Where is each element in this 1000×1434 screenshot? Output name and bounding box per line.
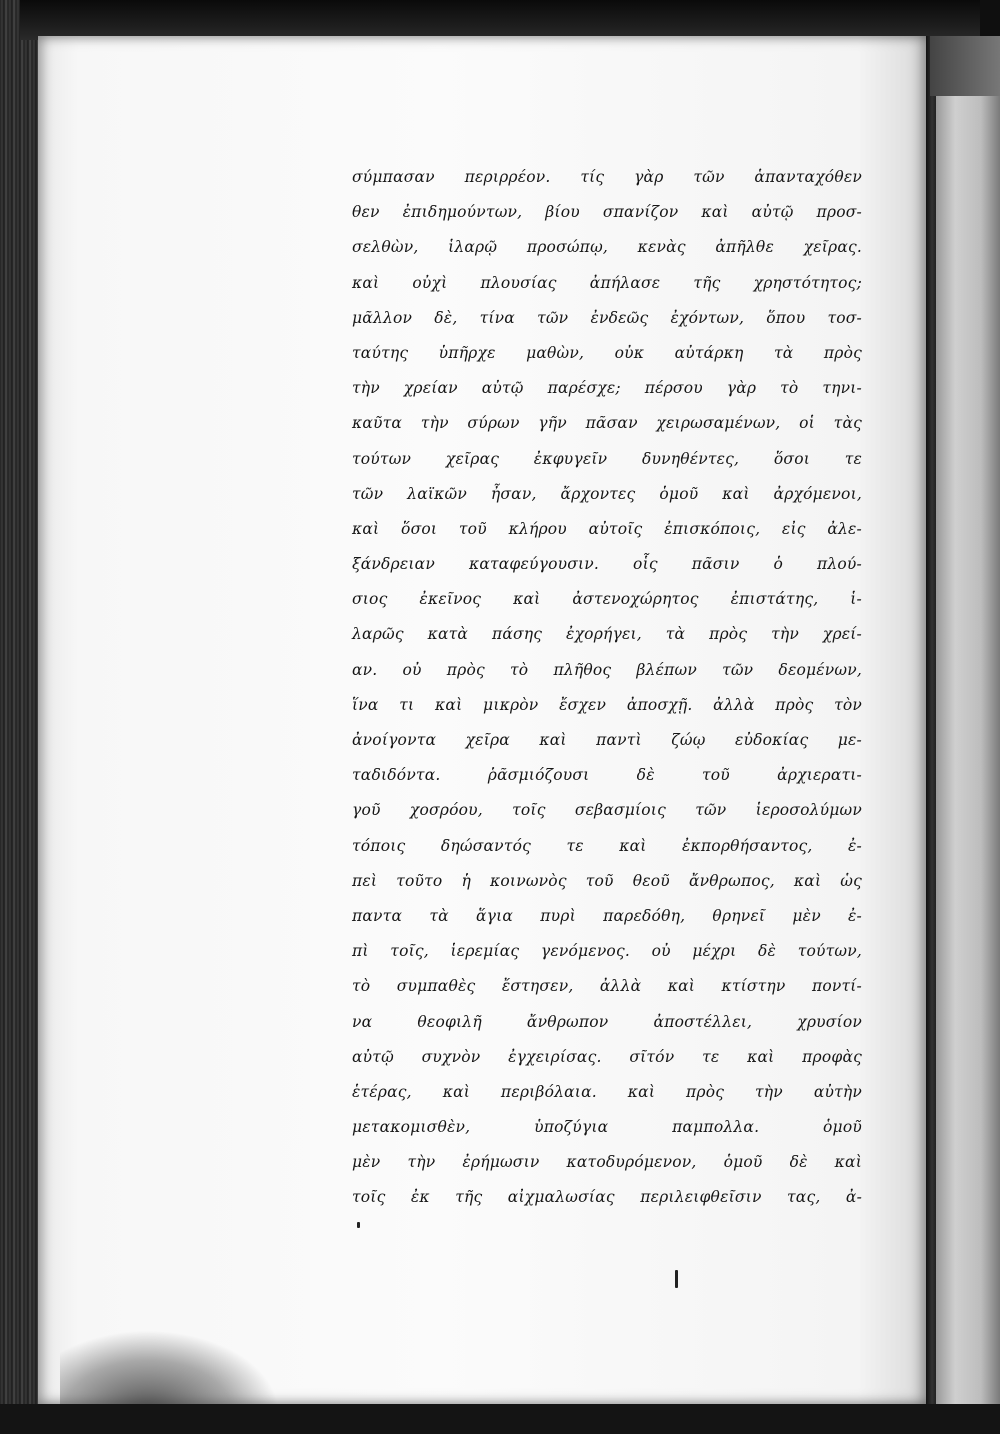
manuscript-line: καὶ ὅσοι τοῦ κλήρου αὐτοῖς ἐπισκόποις, εἰς ἀλε- <box>352 519 862 538</box>
manuscript-line: σιος ἐκεῖνος καὶ ἀστενοχώρητος ἐπιστάτης, ἱ- <box>352 590 862 609</box>
folio-mark <box>675 1270 678 1288</box>
manuscript-line: γοῦ χοσρόου, τοῖς σεβασμίοις τῶν ἱεροσολύμων <box>352 801 862 820</box>
manuscript-line: τόποις δηώσαντός τε καὶ ἐκπορθήσαντος, ἐ- <box>352 836 862 855</box>
bottom-surround <box>0 1404 1000 1434</box>
facing-page-top <box>930 36 1000 96</box>
book-binding <box>0 0 42 1434</box>
manuscript-line: ξάνδρειαν καταφεύγουσιν. οἷς πᾶσιν ὁ πλού- <box>352 555 862 574</box>
manuscript-line: τούτων χεῖρας ἐκφυγεῖν δυνηθέντες, ὅσοι τε <box>352 449 862 468</box>
manuscript-line: λαρῶς κατὰ πάσης ἐχορήγει, τὰ πρὸς τὴν χρεί- <box>352 625 862 644</box>
facing-page-edge <box>936 60 1000 1434</box>
manuscript-line: μετακομισθὲν, ὑποζύγια παμπολλα. ὁμοῦ <box>352 1118 862 1137</box>
manuscript-line: καῦτα τὴν σύρων γῆν πᾶσαν χειρωσαμένων, οἱ τὰς <box>352 414 862 433</box>
manuscript-line: σύμπασαν περιρρέον. τίς γὰρ τῶν ἁπανταχόθεν <box>352 168 862 186</box>
manuscript-line: σελθὼν, ἱλαρῷ προσώπῳ, κενὰς ἀπῆλθε χεῖρας. <box>352 238 862 257</box>
manuscript-line: θεν ἐπιδημούντων, βίου σπανίζον καὶ αὐτῷ προσ- <box>352 203 862 222</box>
stray-ink-mark <box>357 1222 360 1228</box>
manuscript-line: τοῖς ἐκ τῆς αἰχμαλωσίας περιλειφθεῖσιν τας, ἀ- <box>352 1188 862 1207</box>
manuscript-text-block <box>352 160 862 1216</box>
manuscript-line: τὴν χρείαν αὐτῷ παρέσχε; πέρσου γὰρ τὸ τηνι- <box>352 379 862 398</box>
manuscript-line: ταδιδόντα. ῥᾶσμιόζουσι δὲ τοῦ ἀρχιερατι- <box>352 766 862 785</box>
manuscript-line: ἵνα τι καὶ μικρὸν ἔσχεν ἀποσχῇ. ἀλλὰ πρὸς τὸν <box>352 695 862 714</box>
manuscript-line: μᾶλλον δὲ, τίνα τῶν ἐνδεῶς ἐχόντων, ὅπου τοσ- <box>352 308 862 327</box>
manuscript-line: καὶ οὐχὶ πλουσίας ἀπήλασε τῆς χρηστότητος; <box>352 273 862 292</box>
manuscript-line: παντα τὰ ἅγια πυρὶ παρεδόθη, θρηνεῖ μὲν ἐ- <box>352 906 862 925</box>
manuscript-line: τῶν λαϊκῶν ἦσαν, ἄρχοντες ὁμοῦ καὶ ἀρχόμενοι, <box>352 484 862 503</box>
manuscript-line: πὶ τοῖς, ἱερεμίας γενόμενος. οὐ μέχρι δὲ τούτων, <box>352 942 862 961</box>
manuscript-line: ἑτέρας, καὶ περιβόλαια. καὶ πρὸς τὴν αὐτὴν <box>352 1082 862 1101</box>
manuscript-line: αὐτῷ συχνὸν ἐγχειρίσας. σῖτόν τε καὶ προφὰς <box>352 1047 862 1066</box>
page-top-edge <box>20 0 980 40</box>
manuscript-line: πεὶ τοῦτο ἡ κοινωνὸς τοῦ θεοῦ ἄνθρωπος, καὶ ὡς <box>352 871 862 890</box>
manuscript-line: μὲν τὴν ἐρήμωσιν κατοδυρόμενον, ὁμοῦ δὲ καὶ <box>352 1153 862 1172</box>
manuscript-line: αν. οὐ πρὸς τὸ πλῆθος βλέπων τῶν δεομένων, <box>352 660 862 679</box>
manuscript-line: ἀνοίγοντα χεῖρα καὶ παντὶ ζώῳ εὐδοκίας με- <box>352 731 862 749</box>
manuscript-line: να θεοφιλῆ ἄνθρωπον ἀποστέλλει, χρυσίον <box>352 1012 862 1031</box>
manuscript-line: τὸ συμπαθὲς ἔστησεν, ἀλλὰ καὶ κτίστην ποντί- <box>352 977 862 996</box>
manuscript-line: ταύτης ὑπῆρχε μαθὼν, οὐκ αὐτάρκη τὰ πρὸς <box>352 343 862 362</box>
